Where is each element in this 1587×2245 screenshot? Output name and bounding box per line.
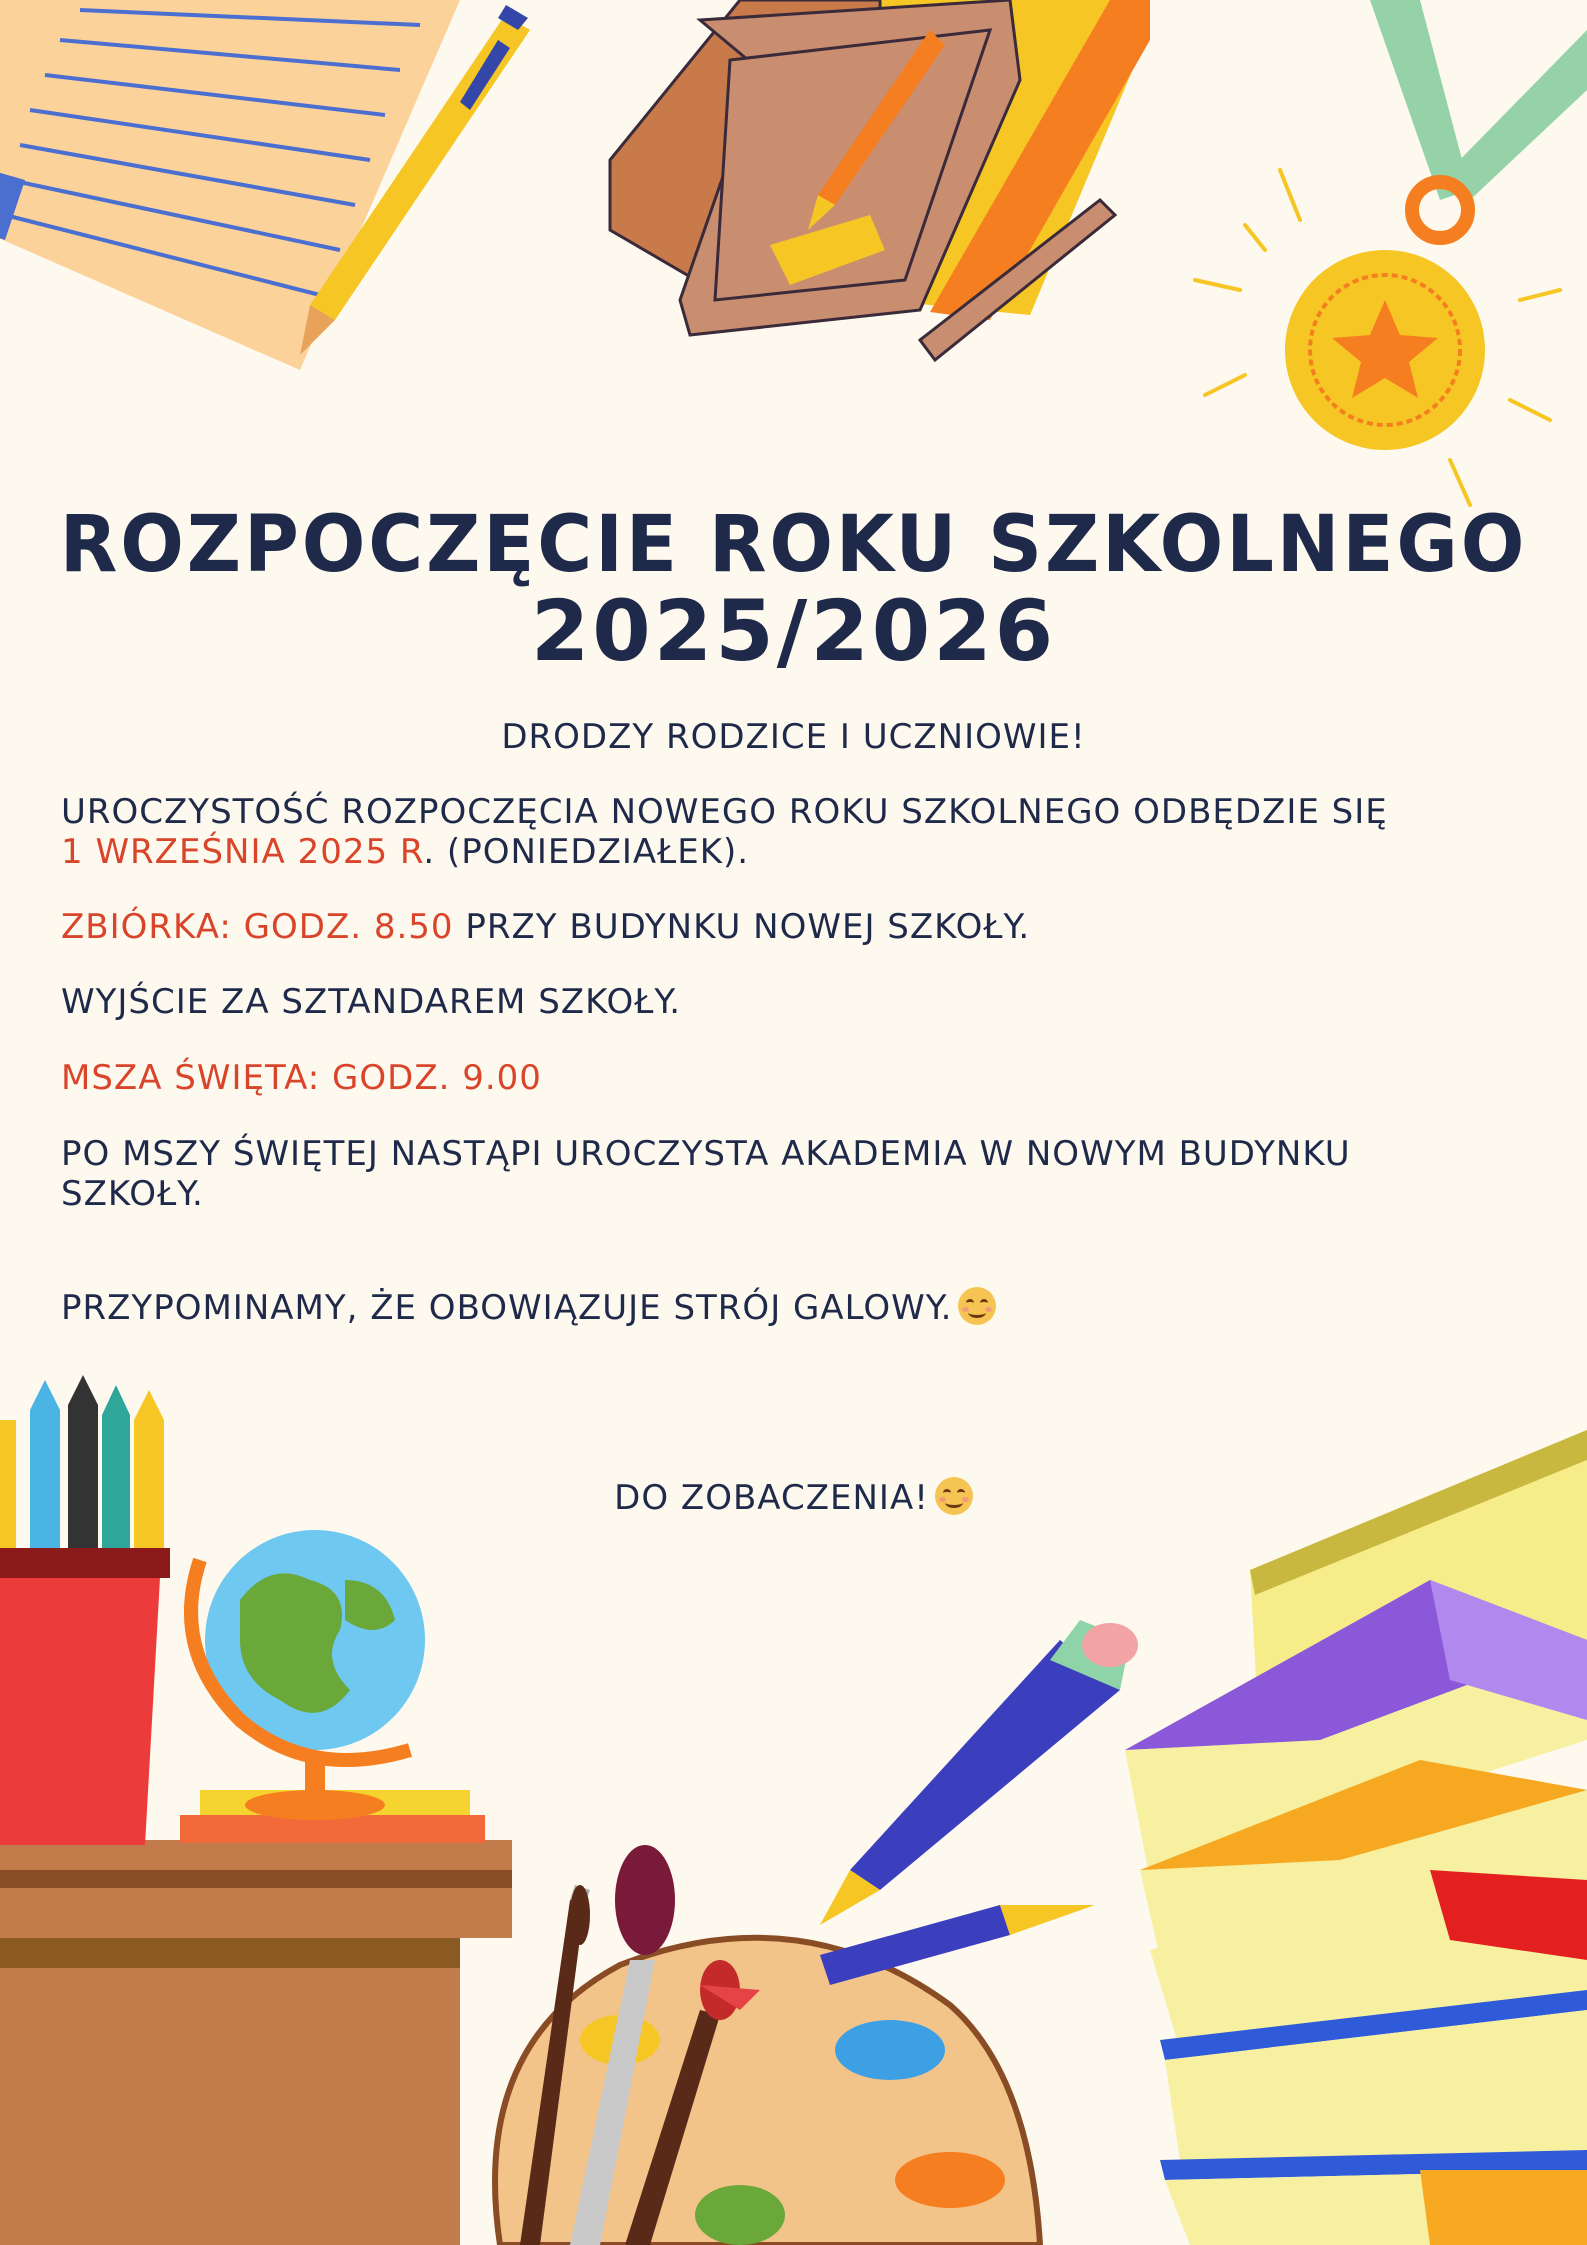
pencil-cup-icon [0,1375,170,1845]
ceremony-text: UROCZYSTOŚĆ ROZPOCZĘCIA NOWEGO ROKU SZKOLNEGO ODBĘDZIE SIĘ [61,792,1388,832]
farewell-line [0,1477,1587,1518]
reminder-line [61,1287,1527,1328]
paint-palette-icon [495,1845,1040,2245]
mass-time: MSZA ŚWIĘTA: GODZ. 9.00 [61,1058,542,1098]
title-line-2: 2025/2026 [530,582,1057,680]
farewell: DO ZOBACZENIA! [614,1478,929,1518]
paper-pencil-icon [0,0,530,370]
pencil-icon [820,1620,1138,1985]
academy-line-2: SZKOŁY. [61,1174,204,1214]
reminder: PRZYPOMINAMY, ŻE OBOWIĄZUJE STRÓJ GALOWY. [61,1288,953,1328]
desk-icon [0,1840,512,2245]
gathering-line [61,907,1527,947]
book-stack-icon [1125,1430,1587,2245]
title-line-1: ROZPOCZĘCIE ROKU SZKOLNEGO [59,500,1528,590]
gathering-text: PRZY BUDYNKU NOWEJ SZKOŁY. [453,907,1031,947]
smile-emoji-icon [958,1287,996,1325]
ceremony-date-line [61,832,1527,872]
gathering-label: ZBIÓRKA: GODZ. 8.50 [61,907,454,947]
pencil-case-icon [610,0,1150,360]
ceremony-day: . (PONIEDZIAŁEK). [423,832,750,872]
globe-icon [180,1530,485,1843]
greeting: DRODZY RODZICE I UCZNIOWIE! [501,717,1086,757]
smile-emoji-icon [935,1477,973,1515]
procession: WYJŚCIE ZA SZTANDAREM SZKOŁY. [61,982,682,1022]
academy-line-1: PO MSZY ŚWIĘTEJ NASTĄPI UROCZYSTA AKADEMIA W NOWYM BUDYNKU [61,1134,1351,1174]
medal-icon [1195,0,1587,505]
ceremony-date: 1 WRZEŚNIA 2025 R [61,832,424,872]
